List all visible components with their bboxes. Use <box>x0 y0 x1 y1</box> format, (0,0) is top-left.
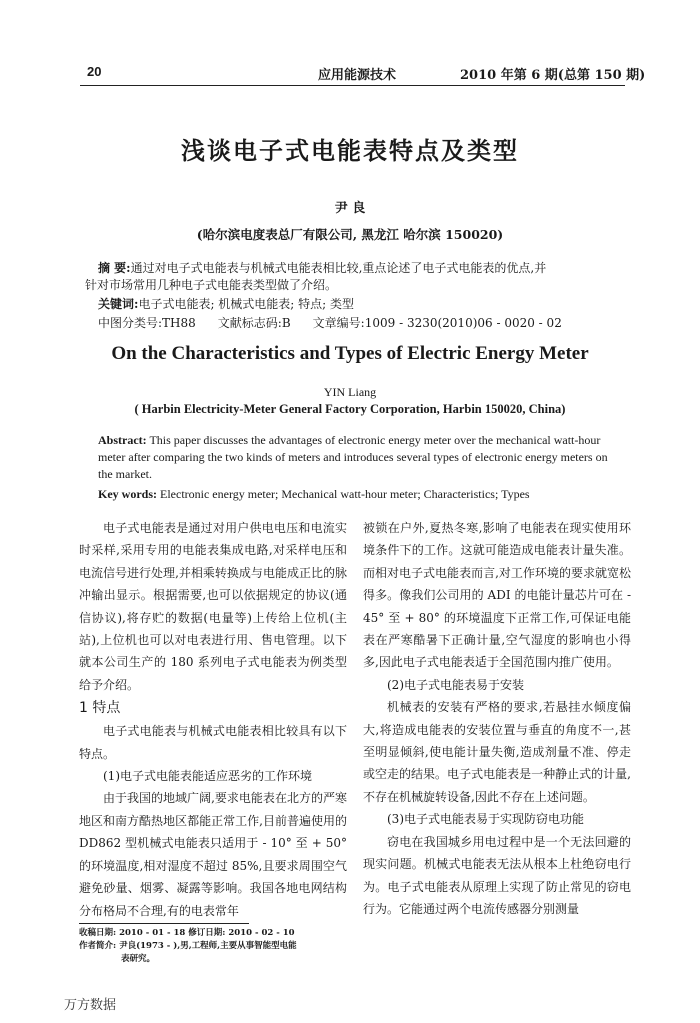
subsection-heading: (3)电子式电能表易于实现防窃电功能 <box>387 812 584 827</box>
issue-info: 2010 年第 6 期(总第 150 期) <box>460 68 646 83</box>
body-paragraph: 机械表的安装有严格的要求,若悬挂水倾度偏大,将造成电能表的安装位置与垂直的角度不一,甚至明显倾斜,使电能计量失衡,造成剂量不准、停走或空走的结果。电子式电能表是一种静止式的计量,不存在机械旋转设备,因此不存在上述问题。 <box>363 700 631 804</box>
abstract-cn <box>85 260 618 294</box>
footnote <box>79 927 349 966</box>
keywords-cn <box>98 296 618 313</box>
keywords-en-label: Key words: <box>98 487 157 501</box>
section-heading: 1 特点 <box>79 700 121 717</box>
footnote-divider <box>79 923 249 924</box>
body-column-right <box>363 517 631 920</box>
keywords-cn-label: 关键词: <box>98 297 139 311</box>
abstract-cn-label: 摘 要: <box>98 261 131 275</box>
affiliation-cn: (哈尔滨电度表总厂有限公司, 黑龙江 哈尔滨 150020) <box>196 227 504 242</box>
subsection-heading: (1)电子式电能表能适应恶劣的工作环境 <box>103 769 312 784</box>
author-cn: 尹 良 <box>334 201 366 216</box>
body-paragraph: 电子式电能表与机械式电能表相比较具有以下特点。 <box>79 724 347 761</box>
journal-name: 应用能源技术 <box>318 68 397 83</box>
abstract-cn-line1: 通过对电子式电能表与机械式电能表相比较,重点论述了电子式电能表的优点,并 <box>130 261 547 275</box>
article-number: 文章编号:1009 - 3230(2010)06 - 0020 - 02 <box>312 316 562 330</box>
body-paragraph: 被锁在户外,夏热冬寒,影响了电能表在现实使用环境条件下的工作。这就可能造成电能表计量失准。而相对电子式电能表而言,对工作环境的要求就宽松得多。像我们公司用的 ADI 的电能计量芯片可在 - 45° 至 + 80° 的环境温度下正常工作,可保证电能表在严寒酷暑下正确计量,空气湿度的影响也小得多,因此电子式电能表适于全国范围内推广使用。 <box>363 521 631 670</box>
header-divider <box>80 85 625 86</box>
clc-number: 中图分类号:TH88 <box>98 316 196 330</box>
abstract-cn-line2: 针对市场常用几种电子式电能表类型做了介绍。 <box>85 278 338 292</box>
footnote-author-bio: 作者简介: 尹良(1973 - ),男,工程师,主要从事智能型电能 <box>79 941 297 951</box>
abstract-en-label: Abstract: <box>98 433 147 447</box>
body-column-left <box>79 517 347 922</box>
article-title-cn: 浅谈电子式电能表特点及类型 <box>181 136 519 165</box>
footnote-author-bio-cont: 表研究。 <box>121 954 156 964</box>
keywords-cn-text: 电子式电能表; 机械式电能表; 特点; 类型 <box>138 297 355 311</box>
page-number: 20 <box>87 64 102 79</box>
article-title-en: On the Characteristics and Types of Electric Energy Meter <box>111 343 589 364</box>
body-paragraph: 窃电在我国城乡用电过程中是一个无法回避的现实问题。机械式电能表无法从根本上杜绝窃电行为。电子式电能表从原理上实现了防止常见的窃电行为。它能通过两个电流传感器分别测量 <box>363 834 631 916</box>
subsection-heading: (2)电子式电能表易于安装 <box>387 677 524 692</box>
affiliation-en: ( Harbin Electricity-Meter General Factory Corporation, Harbin 150020, China) <box>134 402 566 416</box>
body-paragraph: 电子式电能表是通过对用户供电电压和电流实时采样,采用专用的电能表集成电路,对采样电压和电流信号进行处理,并相乘转换成与电能成正比的脉冲输出显示。根据需要,也可以依据规定的协议(通信协议),将存贮的数据(电量等)上传给上位机(主站),上位机也可以对电表进行用、售电管理。以下就本公司生产的 180 系列电子式电能表为例类型给予介绍。 <box>79 521 347 692</box>
abstract-en-text: This paper discusses the advantages of electronic energy meter over the mechanical watt-hour meter after comparing the two kinds of meters and introduces several types of electronic energy meters on the market. <box>98 433 608 481</box>
doc-code: 文献标志码:B <box>217 316 291 330</box>
abstract-en <box>98 432 610 483</box>
keywords-en <box>98 486 618 503</box>
classification-line <box>98 315 618 332</box>
footnote-dates: 收稿日期: 2010 - 01 - 18 修订日期: 2010 - 02 - 10 <box>79 928 295 938</box>
author-en: YIN Liang <box>323 385 377 399</box>
watermark: 万方数据 <box>64 998 117 1013</box>
keywords-en-text: Electronic energy meter; Mechanical watt-hour meter; Characteristics; Types <box>160 487 530 501</box>
body-paragraph: 由于我国的地域广阔,要求电能表在北方的严寒地区和南方酷热地区都能正常工作,目前普遍使用的 DD862 型机械式电能表只适用于 - 10° 至 + 50°的环境温度,相对湿度不超过 85%,且要求周围空气避免砂量、烟雾、凝露等影响。我国各地电网结构分布格局不合理,有的电表常年 <box>79 791 347 918</box>
